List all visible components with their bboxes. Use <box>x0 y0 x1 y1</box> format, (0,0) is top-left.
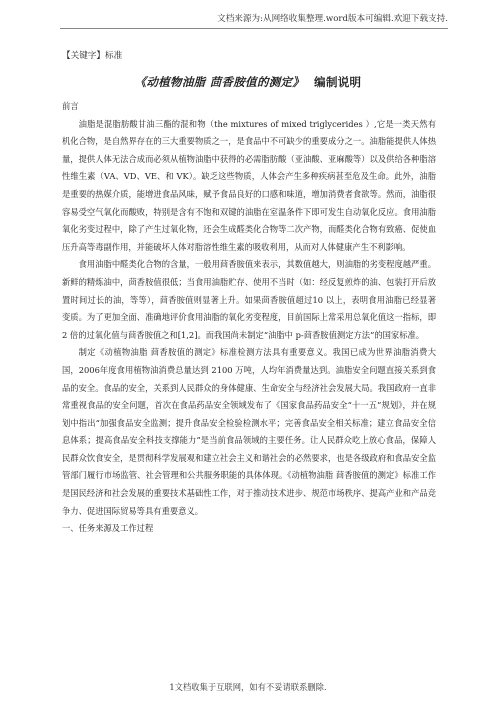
paragraph-1: 油脂是混脂肪酸甘油三酯的混和物（the mixtures of mixed triglycerides ）,它是一类天然有机化合物，是自然界存在的三大重要物质之一，是食品中不可缺少的重要成分之一。油脂能提供人体热量，提供人体无法合成而必须从植物油脂中获得的必需脂肪酸（亚油酸、亚麻酸等）以及供给各种脂溶性维生素（VA、VD、VE、和 VK）。缺乏这些物质，人体会产生多种疾病甚至危及生命。此外，油脂是重要的热媒介质，能增进食品风味，赋予食品良好的口感和味道，增加消费者食欲等。然而，油脂很容易受空气氧化而酸败，特别是含有不饱和双键的油脂在室温条件下即可发生自动氧化反应。食用油脂氧化劣变过程中，除了产生过氧化物，还会生成醛类化合物等二次产物，而醛类化合物有致癌、促使血压升高等毒副作用，并能破坏人体对脂溶性维生素的吸收利用，从而对人体健康产生不利影响。 <box>62 118 436 252</box>
title-tail: 编制说明 <box>314 75 362 89</box>
keyword-line: 【关键字】标准 <box>62 51 123 61</box>
preface-heading: 前言 <box>62 101 79 111</box>
header-rule <box>60 28 448 29</box>
page-header: 文档来源为:从网络收集整理.word版本可编辑.欢迎下载支持. <box>217 14 448 24</box>
document-body <box>62 98 436 538</box>
page-footer: 1文档收集于互联网，如有不妥请联系删除. <box>169 682 327 692</box>
title-main: 《动植物油脂 茴香胺值的测定》 <box>134 75 305 89</box>
document-title <box>0 74 496 90</box>
paragraph-3: 制定《动植物油脂 茴香胺值的测定》标准检测方法具有重要意义。我国已成为世界油脂消费大国，2006年度食用植物油消费总量达到 2100 万吨，人均年消费量达到。油脂安全问题直接关系到食品的安全。食品的安全，关系到人民群众的身体健康、生命安全与经济社会发展大局。我国政府一直非常重视食品的安全问题，首次在食品药品安全领域发布了《国家食品药品安全“十一五”规划》，并在规划中指出“加强食品安全监测；提升食品安全检验检测水平；完善食品安全相关标准；建立食品安全信息体系；提高食品安全科技支撑能力”是当前食品领域的主要任务。让人民群众吃上放心食品，保障人民群众饮食安全，是贯彻科学发展观和建立社会主义和谐社会的必然要求，也是各级政府和食品安全监管部门履行市场监管、社会管理和公共服务职能的具体体现。《动植物油脂 茴香胺值的测定》标准工作是国民经济和社会发展的重要技术基础性工作，对于推动技术进步、规范市场秩序、提高产业和产品竞争力、促进国际贸易等具有重要意义。 <box>62 347 436 516</box>
section-heading: 一、任务来源及工作过程 <box>62 523 154 534</box>
paragraph-2: 食用油脂中醛类化合物的含量，一般用茴香胺值来表示，其数值越大，则油脂的劣变程度越严重。新鲜的精炼油中，茴香胺值很低；当食用油脂贮存、使用不当时（如：经反复煎炸的油、包装打开后放置时间过长的油，等等），茴香胺值则显著上升。如果茴香胺值超过10 以上，表明食用油脂已经显著变质。为了更加全面、准确地评价食用油脂的氧化劣变程度，目前国际上常采用总氧化值这一指标，即 2 倍的过氧化值与茴香胺值之和[1,2]。而我国尚未制定“油脂中 p-茴香胺值测定方法”的国家标准。 <box>62 259 436 340</box>
